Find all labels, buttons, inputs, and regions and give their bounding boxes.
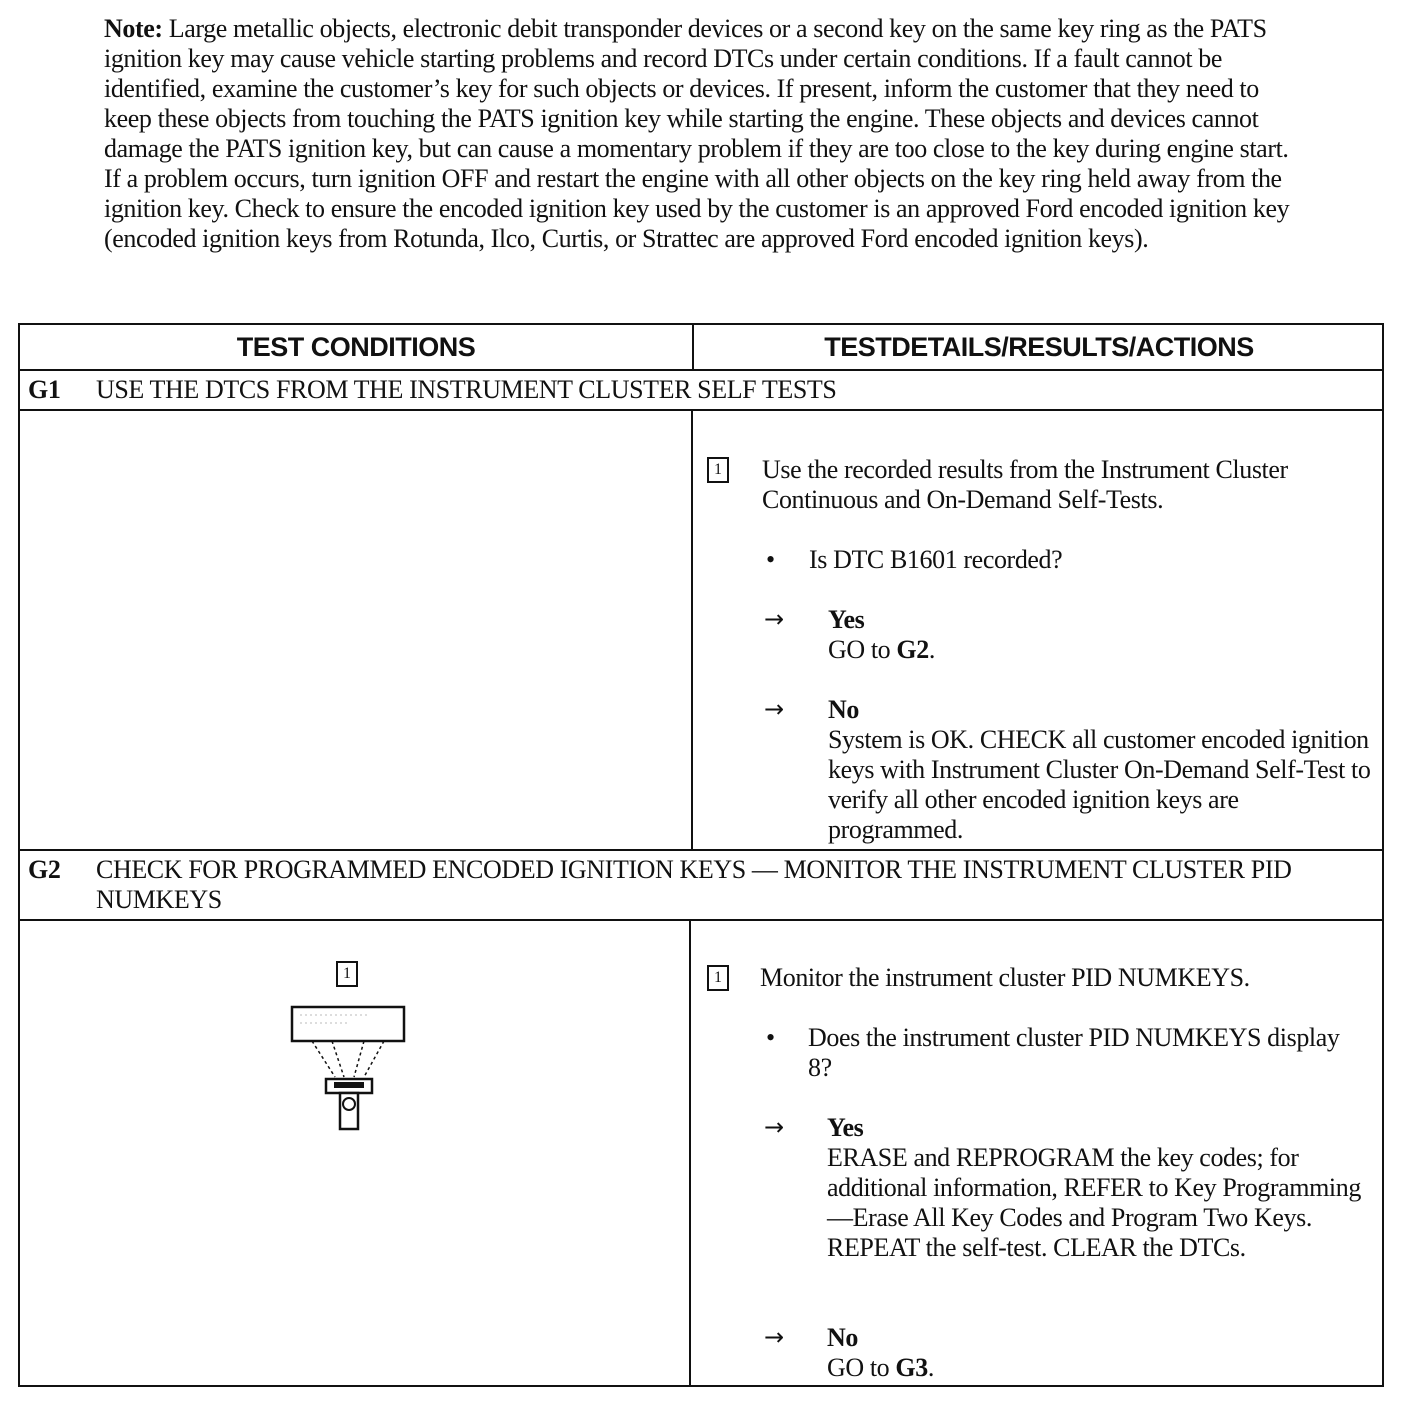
step-row-g1 bbox=[20, 371, 1382, 411]
no-suffix: . bbox=[927, 1353, 934, 1382]
yes-label: Yes bbox=[828, 605, 865, 634]
arrow-right-icon: → bbox=[764, 605, 785, 633]
step-content-g2 bbox=[20, 921, 1382, 1387]
no-result bbox=[827, 1323, 1367, 1383]
step-number-box: 1 bbox=[707, 457, 729, 483]
step-id: G1 bbox=[28, 375, 61, 404]
header-test-details: TESTDETAILS/RESULTS/ACTIONS bbox=[824, 331, 1254, 362]
step-title-text: CHECK FOR PROGRAMMED ENCODED IGNITION KEYS — MONITOR THE INSTRUMENT CLUSTER PID NUMKEYS bbox=[96, 855, 1292, 914]
instruction-text: Monitor the instrument cluster PID NUMKEYS. bbox=[760, 963, 1250, 992]
arrow-right-icon: → bbox=[764, 1323, 785, 1351]
header-test-conditions: TEST CONDITIONS bbox=[236, 331, 476, 362]
step-number-box: 1 bbox=[707, 965, 729, 991]
question-text: Does the instrument cluster PID NUMKEYS display 8? bbox=[808, 1023, 1340, 1082]
diagram-number-box: 1 bbox=[336, 961, 358, 987]
arrow-right-icon: → bbox=[764, 1113, 785, 1141]
yes-suffix: . bbox=[928, 635, 935, 664]
yes-ref: G2 bbox=[896, 635, 929, 664]
question-text: Is DTC B1601 recorded? bbox=[809, 545, 1063, 574]
step-id: G2 bbox=[28, 855, 61, 884]
bullet-icon: • bbox=[766, 545, 776, 574]
arrow-right-icon: → bbox=[764, 695, 785, 723]
note-paragraph bbox=[104, 14, 1304, 254]
no-label: No bbox=[827, 1323, 858, 1352]
step-title-text: USE THE DTCS FROM THE INSTRUMENT CLUSTER SELF TESTS bbox=[96, 375, 837, 404]
yes-prefix: GO to bbox=[828, 635, 897, 664]
yes-result bbox=[827, 1113, 1367, 1263]
scan-tool-key-diagram bbox=[290, 1001, 408, 1131]
no-label: No bbox=[828, 695, 859, 724]
header-divider bbox=[692, 325, 694, 371]
no-ref: G3 bbox=[895, 1353, 928, 1382]
no-prefix: GO to bbox=[827, 1353, 896, 1382]
note-text: Large metallic objects, electronic debit transponder devices or a second key on the same key ring as the PATS ignition key may cause vehicle starting problems and record DTCs under certain conditions. If a fault cannot be identified, examine the customer’s key for such objects or devices. If present, inform the customer that they need to keep these objects from touching the PATS ignition key while starting the engine. These objects and devices cannot damage the PATS ignition key, but can cause a momentary problem if they are too close to the key during engine start. If a problem occurs, turn ignition OFF and restart the engine with all other objects on the key ring held away from the ignition key. Check to ensure the encoded ignition key used by the customer is an approved Ford encoded ignition key (encoded ignition keys from Rotunda, Ilco, Curtis, or Strattec are approved Ford encoded ignition keys). bbox=[104, 14, 1290, 253]
no-result bbox=[828, 695, 1373, 845]
diagnostic-table bbox=[18, 323, 1384, 1387]
yes-action bbox=[828, 635, 1368, 665]
yes-label: Yes bbox=[827, 1113, 864, 1142]
table-header-row bbox=[20, 325, 1382, 371]
no-action bbox=[827, 1353, 1367, 1383]
step-row-g2 bbox=[20, 851, 1382, 921]
step-content-g1 bbox=[20, 411, 1382, 851]
yes-action: ERASE and REPROGRAM the key codes; for additional information, REFER to Key Programming—Erase All Key Codes and Program Two Keys. REPEAT the self-test. CLEAR the DTCs. bbox=[827, 1143, 1361, 1262]
instruction-text: Use the recorded results from the Instrument Cluster Continuous and On-Demand Self-Tests. bbox=[762, 455, 1288, 514]
no-action: System is OK. CHECK all customer encoded ignition keys with Instrument Cluster On-Demand Self-Test to verify all other encoded ignition keys are programmed. bbox=[828, 725, 1371, 844]
bullet-icon: • bbox=[766, 1023, 776, 1052]
yes-result bbox=[828, 605, 1368, 665]
note-label: Note: bbox=[104, 14, 163, 43]
